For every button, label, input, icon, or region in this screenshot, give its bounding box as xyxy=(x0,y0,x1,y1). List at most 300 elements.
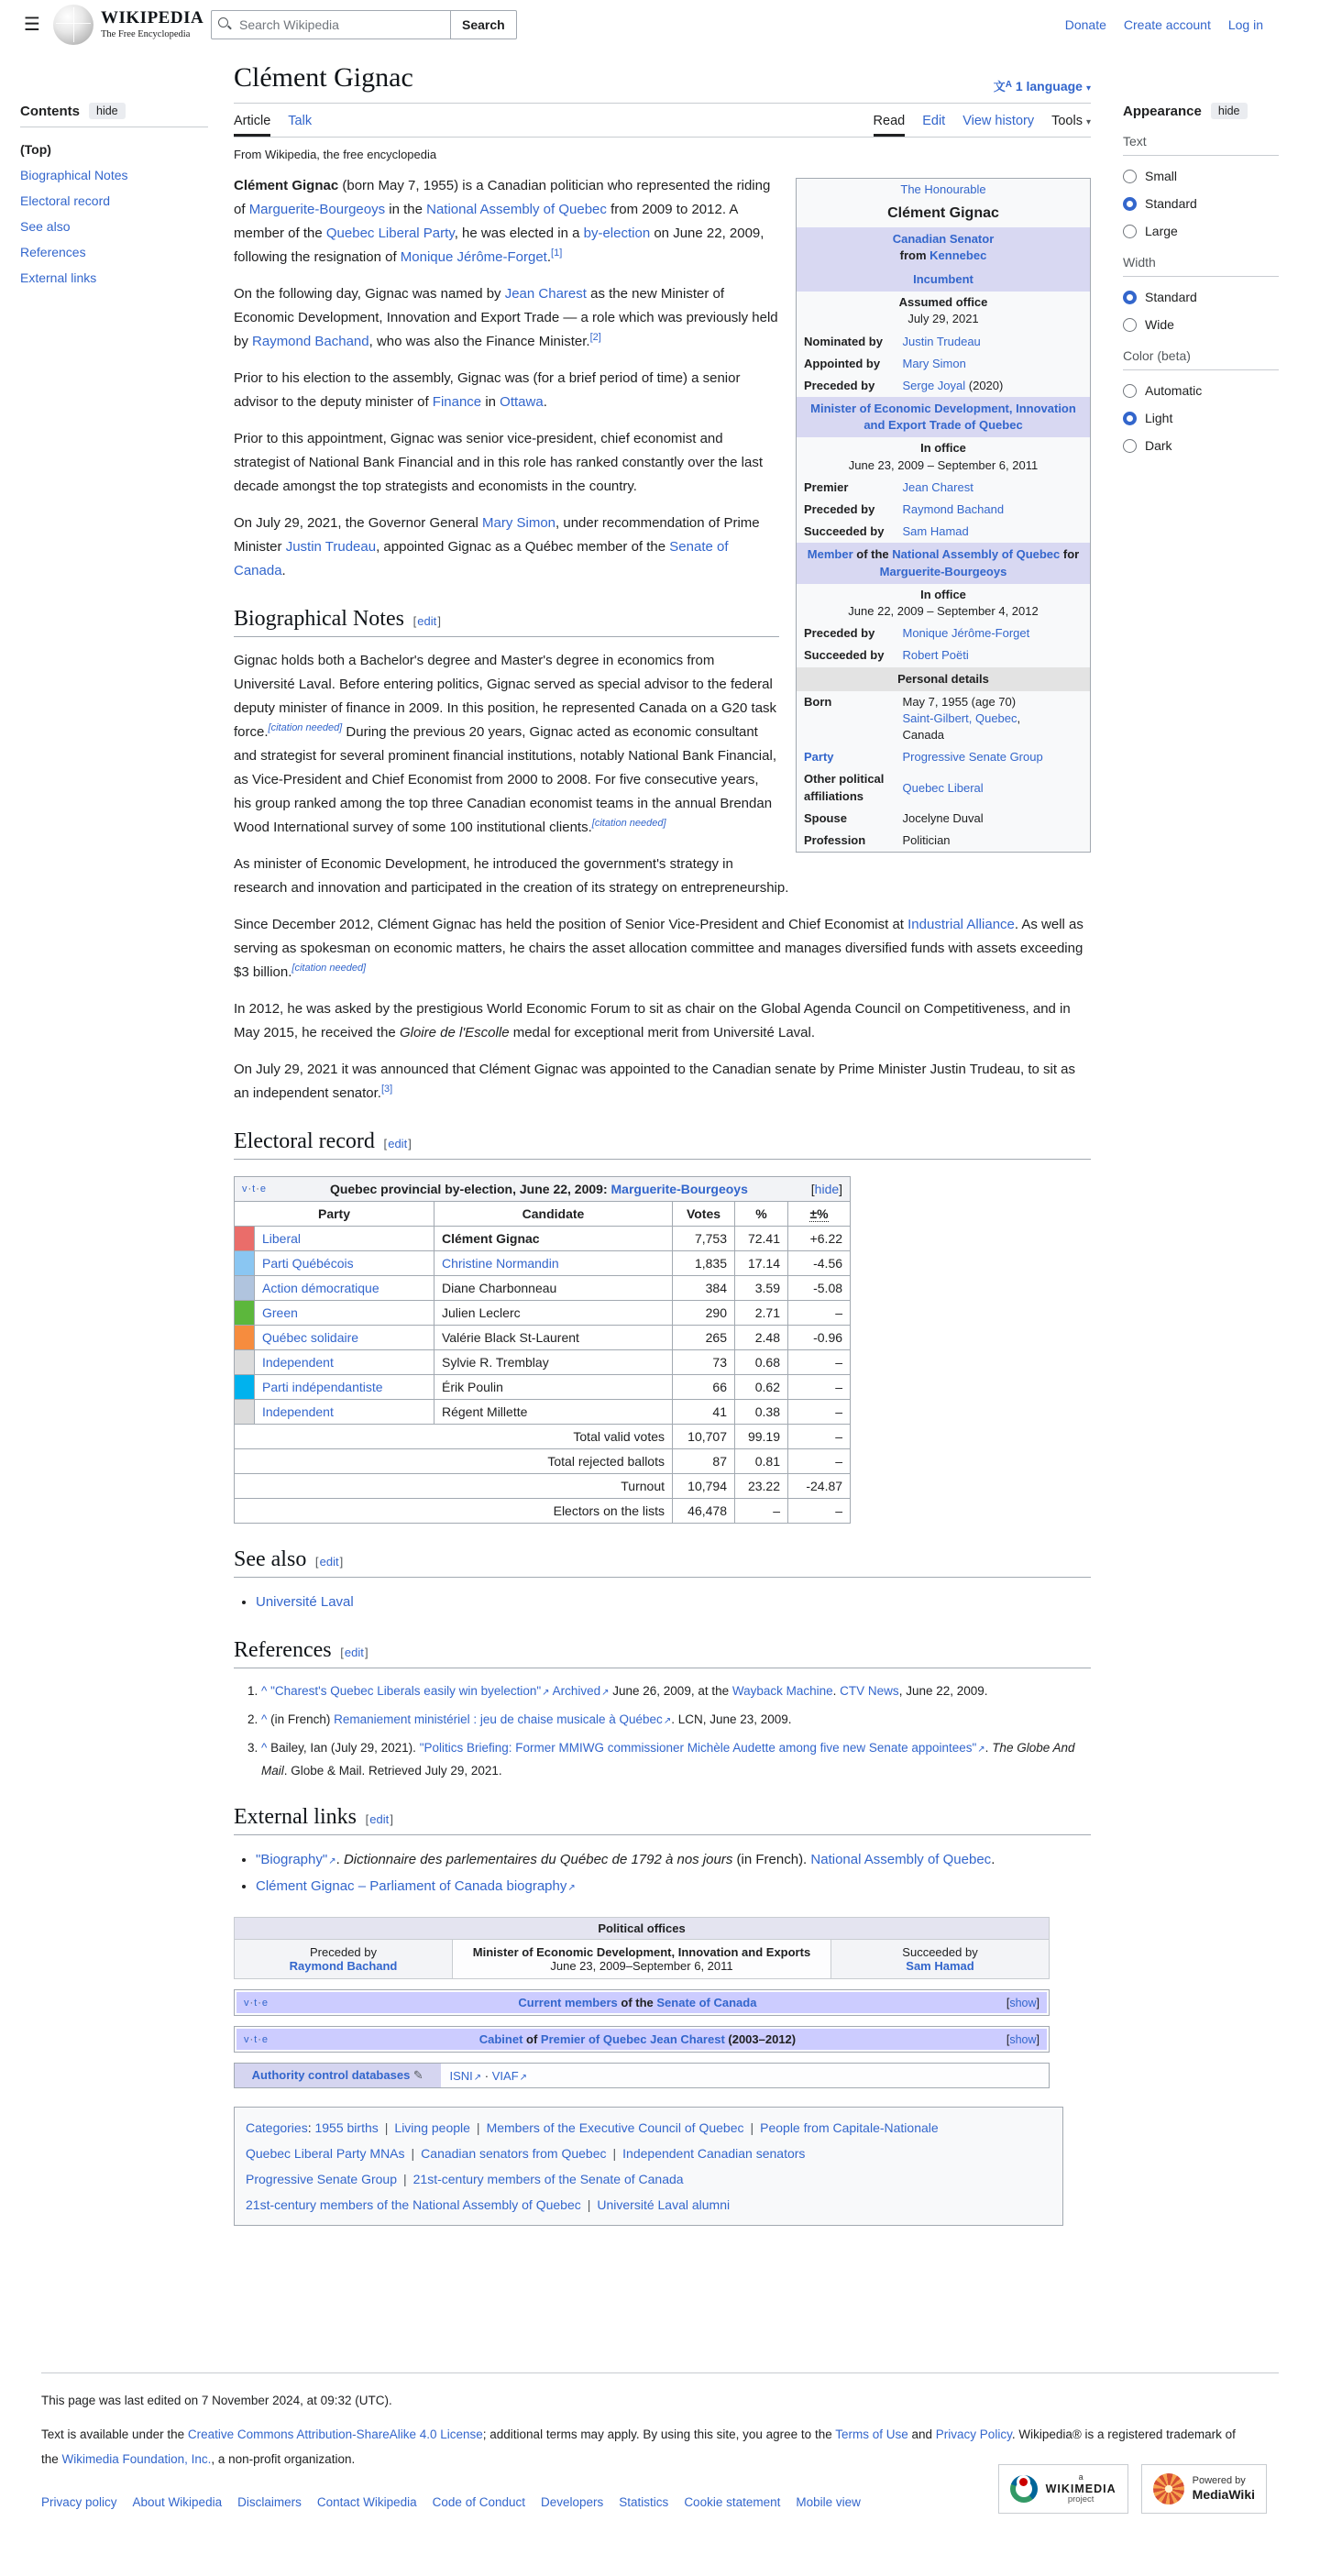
tab-view-history[interactable]: View history xyxy=(962,114,1035,128)
link[interactable]: Wikimedia Foundation, Inc. xyxy=(61,2452,212,2466)
infobox-key: Preceded by xyxy=(804,626,875,641)
radio-icon[interactable] xyxy=(1123,439,1137,453)
link[interactable]: Independent xyxy=(262,1355,334,1370)
link[interactable]: Incumbent xyxy=(913,271,974,286)
external-link-icon: ↗ xyxy=(542,1688,550,1698)
link[interactable]: ^ xyxy=(261,1684,268,1698)
link[interactable]: Party xyxy=(804,750,834,765)
tab-tools[interactable]: Tools ▾ xyxy=(1051,114,1091,128)
political-offices-header: Political offices xyxy=(235,1918,1050,1940)
infobox-key: Premier xyxy=(804,479,849,494)
party-cell xyxy=(255,1350,434,1375)
paragraph: Gignac holds both a Bachelor's degree and Master's degree in economics from Université Laval. Before entering politics, Gignac served as special advisor to the federal deputy minister of finance in 2009. In this position, he represented Canada on a G20 task force.[citation needed] During the previous 20 years, Gignac acted as economic consultant and strategist for several prominent financial institutions, notably National Bank Financial, as Vice-President and Chief Economist from 2000 to 2008. For five consecutive years, his group ranked among the top three Canadian economist teams in the annual Brendan Wood International survey of some 100 institutional clients.[citation needed] xyxy=(234,653,777,835)
link[interactable]: National Assembly of Quebec xyxy=(426,202,607,217)
table-row xyxy=(235,1301,851,1326)
link[interactable]: Industrial Alliance xyxy=(908,917,1015,932)
link[interactable]: Sam Hamad xyxy=(902,524,969,539)
navboxes xyxy=(234,1989,1091,2053)
link[interactable]: Parti indépendantiste xyxy=(262,1380,383,1394)
radio-icon[interactable] xyxy=(1123,384,1137,398)
authority-control-box xyxy=(234,2063,1050,2088)
show-toggle[interactable]: [show] xyxy=(1006,2032,1040,2046)
show-toggle[interactable]: [show] xyxy=(1006,1996,1040,2009)
logo-title: WIKIPEDIA xyxy=(101,8,204,28)
search-icon xyxy=(218,17,232,31)
column-header: Votes xyxy=(673,1202,735,1227)
citation-needed-link[interactable]: [citation needed] xyxy=(591,818,666,829)
top-header xyxy=(0,0,1320,50)
total-label: Total valid votes xyxy=(235,1425,673,1449)
contents-sidebar xyxy=(20,103,208,291)
link[interactable]: Marguerite-Bourgeoys xyxy=(879,564,1007,578)
login-link[interactable]: Log in xyxy=(1227,17,1263,32)
value-cell: – xyxy=(788,1375,851,1400)
reference-item: 1. ^ "Charest's Quebec Liberals easily win byelection"↗ Archived↗ June 26, 2009, at the Wayback Machine. CTV News, June 22, 2009. xyxy=(261,1680,1091,1703)
total-row xyxy=(235,1474,851,1499)
contents-title: Contents xyxy=(20,103,80,119)
link[interactable]: Monique Jérôme-Forget xyxy=(902,626,1030,641)
article-tabbar xyxy=(234,104,1091,138)
link[interactable]: ISNI↗ xyxy=(449,2068,482,2083)
see-also-item xyxy=(256,1590,1091,1614)
external-links-list xyxy=(256,1847,1091,1900)
sidebar-item-references[interactable]: References xyxy=(20,245,86,259)
category-link[interactable]: Independent Canadian senators xyxy=(622,2146,806,2161)
edit-pencil-icon[interactable]: ✎ xyxy=(412,2068,424,2082)
value-cell: 2.48 xyxy=(735,1326,788,1350)
party-cell xyxy=(255,1326,434,1350)
edit-link[interactable]: edit xyxy=(417,614,437,628)
infobox-gray-row: Personal details xyxy=(797,667,1091,691)
link[interactable]: Jean Charest xyxy=(902,479,974,494)
value-cell: 10,707 xyxy=(673,1425,735,1449)
value-cell: 265 xyxy=(673,1326,735,1350)
infobox-value: Serge Joyal (2020) xyxy=(902,378,1004,392)
link[interactable]: The Honourable xyxy=(900,182,986,196)
wikipedia-wordmark[interactable] xyxy=(101,8,204,39)
radio-option-light[interactable]: Light xyxy=(1123,411,1299,425)
link[interactable]: Quebec Liberal xyxy=(902,780,984,795)
link[interactable]: Senate of Canada xyxy=(234,539,729,578)
party-cell xyxy=(255,1251,434,1276)
category-link[interactable]: Université Laval alumni xyxy=(597,2197,731,2212)
total-label: Electors on the lists xyxy=(235,1499,673,1524)
link[interactable]: Current members xyxy=(518,1996,618,2009)
paragraph: Since December 2012, Clément Gignac has held the position of Senior Vice-President and Chief Economist at Industrial Alliance. As well as serving as spokesman on economic matters, he chairs the asset allocation committee and manages diversified funds with assets exceeding $3 billion.[citation needed] xyxy=(234,917,1084,980)
tab-talk[interactable]: Talk xyxy=(288,114,313,128)
infobox-value: Politician xyxy=(902,833,951,848)
link[interactable]: Christine Normandin xyxy=(442,1256,559,1271)
reference-item: 2. ^ (in French) Remaniement ministériel : jeu de chaise musicale à Québec↗. LCN, June 23, 2009. xyxy=(261,1709,1091,1732)
category-link[interactable]: 21st-century members of the Senate of Canada xyxy=(412,2172,684,2186)
authority-control-label[interactable] xyxy=(235,2064,441,2088)
vte-links[interactable]: v·t·e xyxy=(244,1997,270,2009)
link[interactable]: Mary Simon xyxy=(902,356,966,370)
column-header: Candidate xyxy=(434,1202,673,1227)
total-row xyxy=(235,1449,851,1474)
section-heading-external-links: External links [ edit ] xyxy=(234,1805,1091,1835)
citation-needed-link[interactable]: [citation needed] xyxy=(268,722,343,733)
sidebar-item--top-[interactable]: (Top) xyxy=(20,142,51,157)
radio-option-standard[interactable]: Standard xyxy=(1123,290,1299,304)
section-heading-electoral-record: Electoral record [ edit ] xyxy=(234,1129,1091,1160)
navbox xyxy=(234,2026,1050,2053)
link[interactable]: Clément Gignac – Parliament of Canada biography↗ xyxy=(256,1878,576,1894)
link[interactable]: Authority control databases xyxy=(251,2068,411,2082)
value-cell: -5.08 xyxy=(788,1276,851,1301)
external-link-icon: ↗ xyxy=(328,1856,336,1866)
search-button[interactable]: Search xyxy=(450,10,517,39)
value-cell: – xyxy=(788,1425,851,1449)
table-row xyxy=(235,1350,851,1375)
wikipedia-globe-logo[interactable] xyxy=(53,5,94,45)
paragraph: On July 29, 2021 it was announced that Clément Gignac was appointed to the Canadian senate by Prime Minister Justin Trudeau, to sit as an independent senator.[3] xyxy=(234,1062,1076,1101)
link[interactable]: Saint-Gilbert, Quebec xyxy=(902,710,1018,725)
category-link[interactable]: Living people xyxy=(394,2120,470,2135)
link[interactable]: ^ xyxy=(261,1712,268,1726)
footer-link-mobile-view[interactable]: Mobile view xyxy=(796,2495,861,2509)
link[interactable]: Raymond Bachand xyxy=(902,502,1005,517)
link[interactable]: Parti Québécois xyxy=(262,1256,354,1271)
contents-hide-button[interactable]: hide xyxy=(89,103,126,119)
party-color-swatch xyxy=(235,1251,255,1276)
infobox-center-row: In office June 23, 2009 – September 6, 2011 xyxy=(848,441,1039,472)
table-row xyxy=(235,1251,851,1276)
link[interactable]: Sam Hamad xyxy=(906,1959,974,1973)
chevron-down-icon: ▾ xyxy=(1085,83,1091,94)
table-row xyxy=(235,1326,851,1350)
party-color-swatch xyxy=(235,1301,255,1326)
appearance-group-label: Width xyxy=(1123,255,1279,277)
footnote-link[interactable]: [2] xyxy=(589,332,601,343)
paragraph: On the following day, Gignac was named by Jean Charest as the new Minister of Economic Development, Innovation and Export Trade — a role which was previously held by Raymond Bachand, who was also the Finance Minister.[2] xyxy=(234,286,778,349)
edit-link[interactable]: edit xyxy=(344,1646,364,1659)
reference-item: 3. ^ Bailey, Ian (July 29, 2021). "Politics Briefing: Former MMIWG commissioner Michèle Audette among five new Senate appointees"↗. The Globe And Mail. Globe & Mail. Retrieved July 29, 2021. xyxy=(261,1737,1091,1781)
value-cell: +6.22 xyxy=(788,1227,851,1251)
link[interactable]: "Biography"↗ xyxy=(256,1852,336,1867)
infobox-band-row xyxy=(797,397,1091,437)
total-row xyxy=(235,1499,851,1524)
infobox-center-row: Assumed office July 29, 2021 xyxy=(898,295,988,326)
radio-option-automatic[interactable]: Automatic xyxy=(1123,383,1299,398)
office-cell: Minister of Economic Development, Innovation and Exports June 23, 2009–September 6, 2011 xyxy=(453,1940,831,1979)
paragraph: As minister of Economic Development, he introduced the government's strategy in research and innovation and participated in the creation of its strategy on entrepreneurship. xyxy=(234,856,789,896)
footer-link-statistics[interactable]: Statistics xyxy=(619,2495,669,2509)
page-footer xyxy=(0,2372,1320,2509)
political-offices-box xyxy=(234,1917,1050,1979)
external-link-item xyxy=(256,1874,1091,1900)
link[interactable]: Green xyxy=(262,1305,298,1320)
page-title: Clément Gignac xyxy=(234,62,1091,104)
link[interactable]: Terms of Use xyxy=(835,2427,908,2441)
paragraph: Prior to his election to the assembly, Gignac was (for a brief period of time) a senior advisor to the deputy minister of Finance in Ottawa. xyxy=(234,370,741,410)
table-row xyxy=(235,1400,851,1425)
radio-option-dark[interactable]: Dark xyxy=(1123,438,1299,453)
footer-link-cookie-statement[interactable]: Cookie statement xyxy=(684,2495,781,2509)
hamburger-menu-icon[interactable]: ☰ xyxy=(24,15,40,35)
link[interactable]: Minister of Economic Development, Innovation and Export Trade of Quebec xyxy=(810,402,1076,433)
link[interactable]: Archived↗ xyxy=(552,1684,610,1698)
table-row xyxy=(235,1276,851,1301)
link[interactable]: Université Laval xyxy=(256,1594,354,1610)
footnote-link[interactable]: [3] xyxy=(380,1084,393,1095)
radio-icon[interactable] xyxy=(1123,225,1137,238)
link[interactable]: Quebec Liberal Party xyxy=(325,226,455,241)
wikimedia-badge[interactable]: a WIKIMEDIA project xyxy=(998,2464,1128,2514)
vte-links[interactable]: v·t·e xyxy=(244,2033,270,2045)
radio-selected-icon[interactable] xyxy=(1123,197,1137,211)
succeeded-by-cell: Succeeded by Sam Hamad xyxy=(831,1940,1050,1979)
category-link[interactable]: Members of the Executive Council of Quebec xyxy=(486,2120,744,2135)
electoral-record-table xyxy=(234,1176,851,1524)
value-cell: 17.14 xyxy=(735,1251,788,1276)
link[interactable]: Progressive Senate Group xyxy=(902,750,1043,765)
tab-article[interactable]: Article xyxy=(234,114,270,137)
link[interactable]: Monique Jérôme-Forget xyxy=(400,249,547,265)
infobox-key: Preceded by xyxy=(804,378,875,392)
value-cell: 2.71 xyxy=(735,1301,788,1326)
link[interactable]: VIAF↗ xyxy=(491,2068,528,2083)
category-line: Quebec Liberal Party MNAs | Canadian senators from Quebec | Independent Canadian senators xyxy=(246,2146,806,2161)
link[interactable]: Creative Commons Attribution-ShareAlike 4.0 License xyxy=(187,2427,483,2441)
radio-icon[interactable] xyxy=(1123,318,1137,332)
value-cell: 72.41 xyxy=(735,1227,788,1251)
footnote-link[interactable]: [1] xyxy=(551,248,563,259)
radio-icon[interactable] xyxy=(1123,170,1137,183)
infobox-value xyxy=(896,331,1091,353)
external-link-icon: ↗ xyxy=(977,1745,985,1755)
infobox-value xyxy=(896,499,1091,521)
candidate-cell: Diane Charbonneau xyxy=(434,1276,673,1301)
candidate-cell: Sylvie R. Tremblay xyxy=(434,1350,673,1375)
appearance-title: Appearance xyxy=(1123,103,1202,119)
link[interactable]: National Assembly of Quebec xyxy=(810,1852,992,1867)
link[interactable]: Raymond Bachand xyxy=(289,1959,398,1973)
category-link[interactable]: 21st-century members of the National Assembly of Quebec xyxy=(246,2197,581,2212)
categories-link[interactable]: Categories xyxy=(246,2120,308,2135)
column-header: ±% xyxy=(788,1202,851,1227)
radio-option-small[interactable]: Small xyxy=(1123,169,1299,183)
total-label: Total rejected ballots xyxy=(235,1449,673,1474)
category-line: 21st-century members of the National Assembly of Quebec | Université Laval alumni xyxy=(246,2197,731,2212)
link[interactable]: "Politics Briefing: Former MMIWG commissioner Michèle Audette among five new Senate appointees"↗ xyxy=(419,1741,985,1755)
link[interactable]: Remaniement ministériel : jeu de chaise musicale à Québec↗ xyxy=(334,1712,672,1726)
link[interactable]: Action démocratique xyxy=(262,1281,380,1295)
value-cell: 1,835 xyxy=(673,1251,735,1276)
infobox-center-row xyxy=(797,179,1091,202)
link[interactable]: Raymond Bachand xyxy=(252,334,369,349)
infobox-center-row: In office June 22, 2009 – September 4, 2012 xyxy=(848,587,1039,618)
footer-link-privacy-policy[interactable]: Privacy policy xyxy=(41,2495,117,2509)
party-color-swatch xyxy=(235,1326,255,1350)
link[interactable]: National Assembly of Quebec xyxy=(892,547,1061,562)
edit-link[interactable]: edit xyxy=(369,1812,390,1826)
paragraph: In 2012, he was asked by the prestigious World Economic Forum to sit as chair on the Global Agenda Council on Competitiveness, and in May 2015, he received the Gloire de l'Escolle medal for exceptional merit from Université Laval. xyxy=(234,1001,1071,1040)
link[interactable]: Premier of Quebec Jean Charest xyxy=(540,2032,725,2046)
value-cell: 384 xyxy=(673,1276,735,1301)
external-link-icon: ↗ xyxy=(601,1688,610,1698)
appearance-groups xyxy=(1123,134,1299,453)
sidebar-item-electoral-record[interactable]: Electoral record xyxy=(20,193,111,208)
navbox xyxy=(234,1989,1050,2016)
link[interactable]: Member xyxy=(807,547,853,562)
user-links xyxy=(1065,17,1263,32)
link[interactable]: "Charest's Quebec Liberals easily win byelection"↗ xyxy=(270,1684,550,1698)
link[interactable]: CTV News xyxy=(840,1684,899,1698)
navbox-title: Current members of the Senate of Canada xyxy=(518,1996,757,2009)
hide-toggle[interactable]: [hide] xyxy=(810,1182,843,1196)
footer-link-disclaimers[interactable]: Disclaimers xyxy=(237,2495,302,2509)
link[interactable]: Privacy Policy xyxy=(935,2427,1012,2441)
appearance-hide-button[interactable]: hide xyxy=(1211,103,1248,119)
link[interactable]: Liberal xyxy=(262,1231,302,1246)
value-cell: – xyxy=(788,1400,851,1425)
paragraph: Prior to this appointment, Gignac was senior vice-president, chief economist and strategist of National Bank Financial and in this role has ranked constantly over the last decade amongst the top strategists and economists in the country. xyxy=(234,431,763,494)
column-header: % xyxy=(735,1202,788,1227)
link[interactable]: ^ xyxy=(261,1741,268,1755)
category-link[interactable]: Quebec Liberal Party MNAs xyxy=(246,2146,405,2161)
footer-link-developers[interactable]: Developers xyxy=(541,2495,604,2509)
party-color-swatch xyxy=(235,1350,255,1375)
value-cell: 66 xyxy=(673,1375,735,1400)
appearance-sidebar xyxy=(1123,103,1299,469)
create-account-link[interactable]: Create account xyxy=(1123,17,1211,32)
section-heading-references: References [ edit ] xyxy=(234,1638,1091,1668)
tab-read[interactable]: Read xyxy=(874,114,906,137)
last-edited-text: This page was last edited on 7 November 2024, at 09:32 (UTC). xyxy=(41,2394,392,2407)
external-link-item: • "Biography"↗. Dictionnaire des parlementaires du Québec de 1792 à nos jours (in French). National Assembly of Quebec. xyxy=(256,1847,1091,1874)
candidate-cell: Régent Millette xyxy=(434,1400,673,1425)
search-input[interactable] xyxy=(211,10,451,39)
party-cell xyxy=(255,1301,434,1326)
election-table-title: Quebec provincial by-election, June 22, 2009: Marguerite-Bourgeoys xyxy=(329,1182,748,1196)
footer-link-code-of-conduct[interactable]: Code of Conduct xyxy=(432,2495,525,2509)
vte-links[interactable]: v·t·e xyxy=(242,1183,268,1194)
value-cell: 73 xyxy=(673,1350,735,1375)
language-button[interactable]: 文$^A$ 1 language ▾ xyxy=(993,79,1091,94)
sidebar-item-external-links[interactable]: External links xyxy=(20,270,97,285)
link[interactable]: Cabinet xyxy=(478,2032,523,2046)
value-cell: 46,478 xyxy=(673,1499,735,1524)
infobox-band-row: Canadian Senator from Kennebec xyxy=(797,227,1091,268)
infobox-key: Other political affiliations xyxy=(804,772,885,803)
section-heading-biographical-notes: Biographical Notes [ edit ] xyxy=(234,607,779,637)
radio-selected-icon[interactable] xyxy=(1123,291,1137,304)
column-header: Party xyxy=(235,1202,434,1227)
footer-link-contact-wikipedia[interactable]: Contact Wikipedia xyxy=(316,2495,417,2509)
total-label: Turnout xyxy=(235,1474,673,1499)
edit-link[interactable]: edit xyxy=(319,1555,339,1569)
link[interactable]: Justin Trudeau xyxy=(902,334,981,348)
table-row xyxy=(235,1375,851,1400)
value-cell: 41 xyxy=(673,1400,735,1425)
link[interactable]: Senate of Canada xyxy=(656,1996,757,2009)
value-cell: 10,794 xyxy=(673,1474,735,1499)
footer-link-about-wikipedia[interactable]: About Wikipedia xyxy=(132,2495,223,2509)
radio-option-wide[interactable]: Wide xyxy=(1123,317,1299,332)
infobox-key: Spouse xyxy=(804,810,847,825)
paragraph: Clément Gignac (born May 7, 1955) is a Canadian politician who represented the riding of Marguerite-Bourgeoys in the National Assembly of Quebec from 2009 to 2012. A member of the Quebec Liberal Party, he was elected in a by-election on June 22, 2009, following the resignation of Monique Jérôme-Forget.[1] xyxy=(234,178,771,265)
link[interactable]: Kennebec xyxy=(930,248,987,262)
infobox-key xyxy=(797,746,896,768)
sidebar-item-biographical-notes[interactable]: Biographical Notes xyxy=(20,168,128,182)
link[interactable]: Justin Trudeau xyxy=(285,539,377,555)
link[interactable]: Québec solidaire xyxy=(262,1330,359,1345)
link[interactable]: Mary Simon xyxy=(482,515,556,531)
external-link-icon: ↗ xyxy=(473,2072,482,2083)
value-cell: 3.59 xyxy=(735,1276,788,1301)
infobox-name-row: Clément Gignac xyxy=(887,205,999,222)
value-cell: 87 xyxy=(673,1449,735,1474)
sidebar-item-see-also[interactable]: See also xyxy=(20,219,71,234)
references-list xyxy=(261,1680,1091,1781)
link[interactable]: Serge Joyal xyxy=(902,378,966,392)
license-text: Text is available under the Creative Commons Attribution-ShareAlike 4.0 License; additional terms may apply. By using this site, you agree to the Terms of Use and Privacy Policy. Wikipedia® is a registered trademark of the Wikimedia Foundation, Inc., a non-profit organization. xyxy=(41,2427,1236,2466)
link[interactable]: Marguerite-Bourgeoys xyxy=(248,202,386,217)
value-cell: 0.81 xyxy=(735,1449,788,1474)
link[interactable]: by-election xyxy=(583,226,651,241)
donate-link[interactable]: Donate xyxy=(1064,17,1106,32)
link[interactable]: Jean Charest xyxy=(504,286,587,302)
chevron-down-icon: ▾ xyxy=(1085,117,1091,127)
infobox-key: Succeeded by xyxy=(804,648,885,663)
value-cell: -0.96 xyxy=(788,1326,851,1350)
table-row xyxy=(235,1227,851,1251)
party-cell xyxy=(255,1400,434,1425)
radio-selected-icon[interactable] xyxy=(1123,412,1137,425)
footer-divider xyxy=(41,2372,1279,2373)
external-link-icon: ↗ xyxy=(519,2072,528,2083)
search-bar xyxy=(211,10,517,39)
link[interactable]: Marguerite-Bourgeoys xyxy=(610,1182,748,1196)
tab-edit[interactable]: Edit xyxy=(922,114,946,128)
link[interactable]: Finance xyxy=(432,394,482,410)
candidate-cell: Érik Poulin xyxy=(434,1375,673,1400)
infobox xyxy=(796,178,1091,853)
navbox-title: Cabinet of Premier of Quebec Jean Charest (2003–2012) xyxy=(478,2032,797,2046)
link[interactable]: Wayback Machine xyxy=(732,1684,833,1698)
link[interactable]: Ottawa xyxy=(500,394,544,410)
edit-link[interactable]: edit xyxy=(388,1137,408,1150)
value-cell: 0.62 xyxy=(735,1375,788,1400)
article-subtitle: From Wikipedia, the free encyclopedia xyxy=(234,148,437,161)
link[interactable]: Robert Poëti xyxy=(902,648,969,663)
radio-option-standard[interactable]: Standard xyxy=(1123,196,1299,211)
infobox-key: Appointed by xyxy=(804,356,881,370)
category-link[interactable]: Canadian senators from Quebec xyxy=(421,2146,607,2161)
authority-control-links: ISNI↗ · VIAF↗ xyxy=(441,2064,1050,2088)
logo-subtitle: The Free Encyclopedia xyxy=(101,29,191,39)
radio-option-large[interactable]: Large xyxy=(1123,224,1299,238)
category-line: Categories: 1955 births | Living people | Members of the Executive Council of Quebec | People from Capitale-Nationale xyxy=(246,2120,939,2135)
value-cell: – xyxy=(788,1301,851,1326)
category-link[interactable]: People from Capitale-Nationale xyxy=(760,2120,939,2135)
appearance-group-label: Color (beta) xyxy=(1123,348,1279,370)
citation-needed-link[interactable]: [citation needed] xyxy=(292,963,367,974)
total-row xyxy=(235,1425,851,1449)
mediawiki-badge[interactable]: Powered by MediaWiki xyxy=(1141,2464,1267,2514)
category-link[interactable]: 1955 births xyxy=(314,2120,379,2135)
candidate-cell xyxy=(434,1251,673,1276)
category-link[interactable]: Progressive Senate Group xyxy=(246,2172,397,2186)
party-color-swatch xyxy=(235,1276,255,1301)
infobox-band-row: Member of the National Assembly of Quebec for Marguerite-Bourgeoys xyxy=(797,543,1091,583)
link[interactable]: Canadian Senator xyxy=(892,231,995,246)
link[interactable]: Independent xyxy=(262,1404,334,1419)
party-color-swatch xyxy=(235,1227,255,1251)
category-line: Progressive Senate Group | 21st-century members of the Senate of Canada xyxy=(246,2172,684,2186)
see-also-list xyxy=(256,1590,1091,1614)
